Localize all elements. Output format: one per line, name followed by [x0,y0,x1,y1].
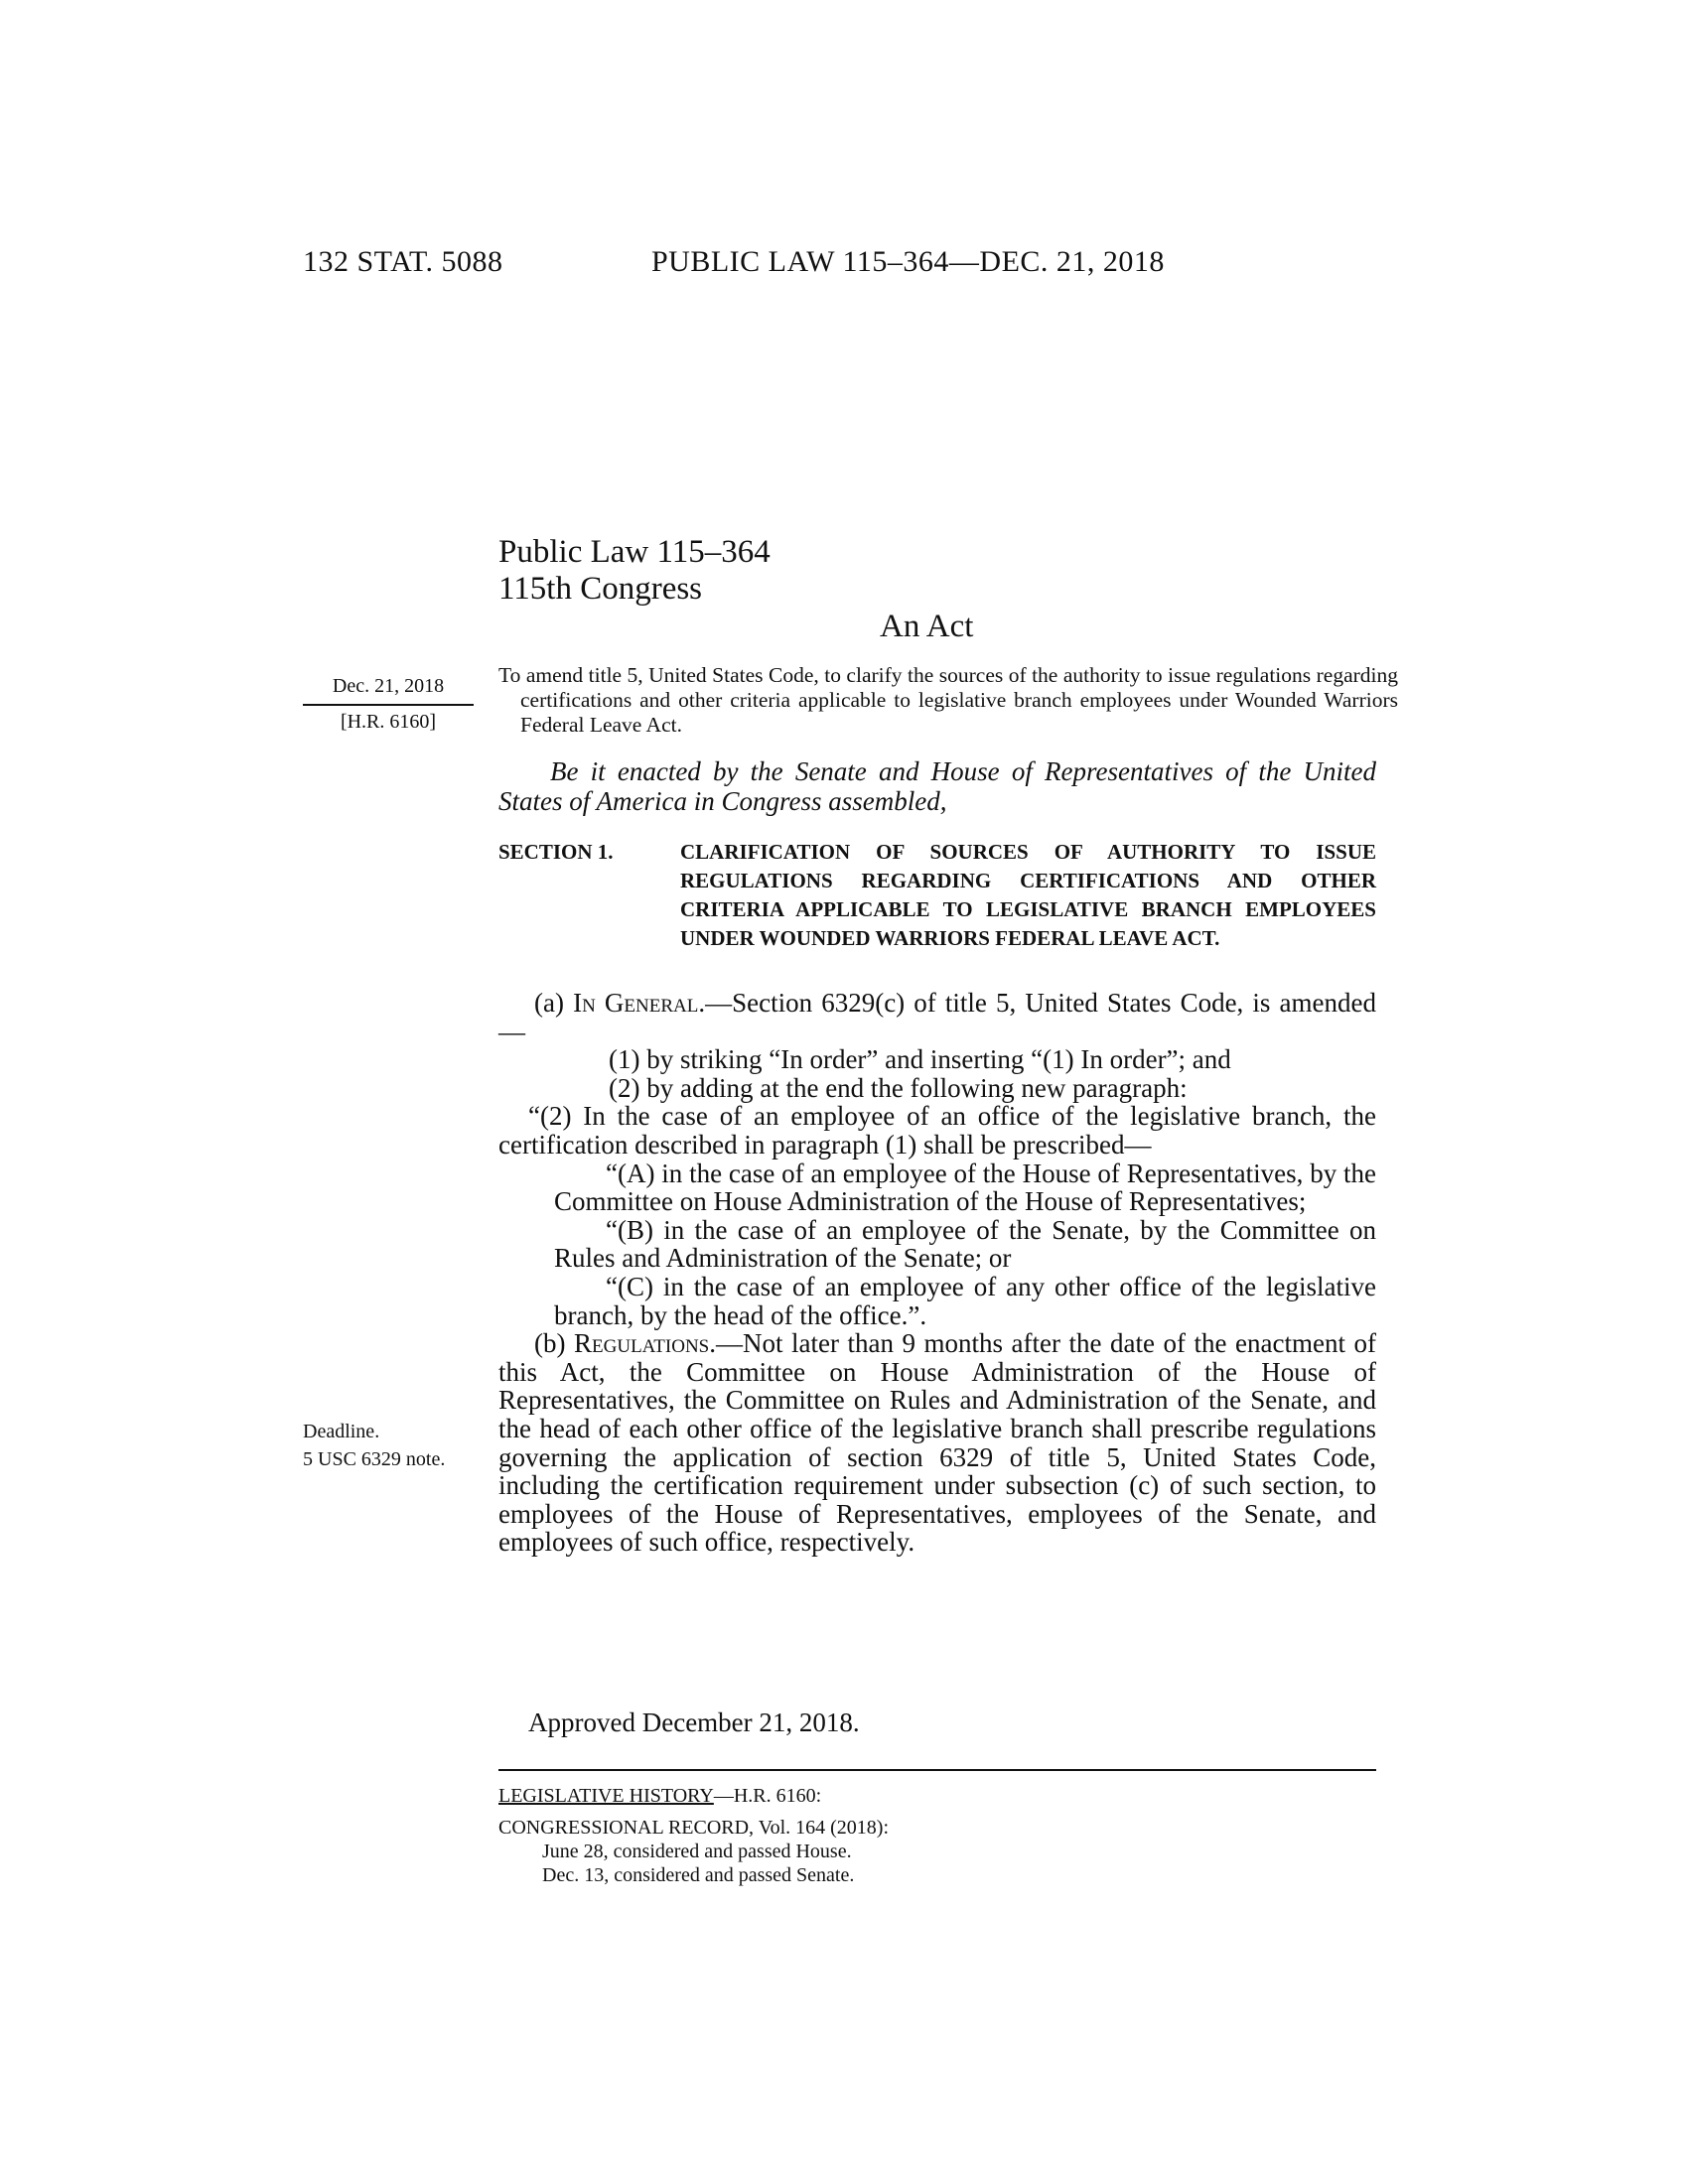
subparagraph-c: “(C) in the case of an employee of any other office of the legislative branch, by the head of the office.”. [554,1271,1376,1330]
an-act-heading: An Act [880,609,974,644]
running-title: PUBLIC LAW 115–364—DEC. 21, 2018 [651,245,1165,278]
subsection-b-label: (b) [534,1328,575,1359]
subsection-b-heading: Regulations [574,1328,710,1359]
stat-page-number: 132 STAT. 5088 [303,245,503,278]
section-number: SECTION 1. [498,840,614,864]
subparagraph-a: “(A) in the case of an employee of the House of Representatives, by the Committee on House Administration of the House of Representatives; [554,1158,1376,1217]
subsection-a-label: (a) [534,988,574,1018]
section-heading [498,838,1376,953]
legislative-history-heading [498,1784,821,1808]
public-law-title: Public Law 115–364 [498,534,771,570]
margin-bill-number: [H.R. 6160] [340,711,437,733]
act-purpose: To amend title 5, United States Code, to clarify the sources of the authority to issue regulations regarding certifications and other criteria applicable to legislative branch employees under Wounded Warriors Federal Leave Act. [498,663,1398,737]
subsection-a-text: .—Section 6329(c) of title 5, United States Code, is amended— [498,988,1377,1046]
congressional-record: CONGRESSIONAL RECORD, Vol. 164 (2018): [498,1817,889,1839]
history-entry: Dec. 13, considered and passed Senate. [542,1864,855,1886]
enacting-clause: Be it enacted by the Senate and House of Representatives of the United States of America in Congress assembled, [498,756,1376,816]
paragraph-1: (1) by striking “In order” and inserting “(1) In order”; and [609,1044,1231,1075]
congress-title: 115th Congress [498,571,703,607]
subsection-a [498,989,1376,1045]
subsection-b-text: .—Not later than 9 months after the date of the enactment of this Act, the Committee on House Administration of the House of Representatives, the Committee on Rules and Administration of the Senate, and the head of each other office of the legislative branch shall prescribe regulations governing the application of section 6329 of title 5, United States Code, including the certification requirement under subsection (c) of such section, to employees of the House of Representatives, employees of the Senate, and employees of such office, respectively. [498,1328,1377,1558]
paragraph-2: (2) by adding at the end the following new paragraph: [609,1072,1188,1103]
legislative-history-bill: —H.R. 6160: [713,1785,822,1807]
section-title: CLARIFICATION OF SOURCES OF AUTHORITY TO ISSUE REGULATIONS REGARDING CERTIFICATIONS AND OTHER CRITERIA APPLICABLE TO LEGISLATIVE BRANCH EMPLOYEES UNDER WOUNDED WARRIORS FEDERAL LEAVE ACT. [680,840,1376,950]
subparagraph-b: “(B) in the case of an employee of the Senate, by the Committee on Rules and Administration of the Senate; or [554,1214,1376,1274]
quoted-paragraph-2: “(2) In the case of an employee of an office of the legislative branch, the certification described in paragraph (1) shall be prescribed— [498,1101,1376,1160]
history-entry: June 28, considered and passed House. [542,1841,852,1862]
legislative-history-label: LEGISLATIVE HISTORY [498,1785,714,1807]
margin-usc-note: 5 USC 6329 note. [303,1448,446,1470]
approval-date: Approved December 21, 2018. [528,1707,860,1737]
margin-divider [303,704,474,706]
margin-date: Dec. 21, 2018 [332,675,445,697]
subsection-b [498,1329,1376,1557]
margin-deadline: Deadline. [303,1421,380,1442]
history-divider [498,1769,1376,1771]
section-body [498,989,1376,1557]
subsection-a-heading: In General [573,988,699,1018]
